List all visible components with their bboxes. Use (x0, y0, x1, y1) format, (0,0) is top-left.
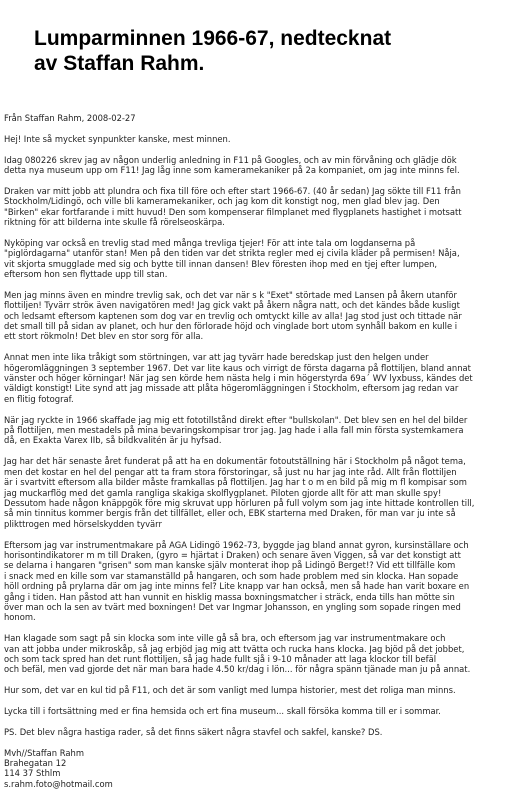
paragraph-2-line: Stockholm/Lidingö, och ville bli kameramekaniker, och jag kom dit konstigt nog, men glad blev jag. Den (4, 196, 440, 207)
paragraph-6-line: När jag ryckte in 1966 skaffade jag mig ett fototillstånd direkt efter "bullskolan". Det blev sen en hel del bilder (4, 414, 468, 425)
paragraph-3-line: eftersom hon sen flyttade upp till stan. (4, 269, 168, 280)
paragraph-9-line: och befäl, men vad gjorde det när man bara hade 4.50 kr/dag i lön... för några spänn tjänade man ju på annat. (4, 664, 471, 675)
paragraph-8-line: höll ordning på prylarna där om jag inte minns fel? Lite knapp var han också, men så hade han varit boxare en (4, 581, 470, 592)
paragraph-9-line: van att jobba under mikroskåp, så jag erbjöd jag mig att tvätta och rucka hans klocka. Jag bjöd på det jobbet, (4, 643, 465, 654)
paragraph-8-line: i snack med en kille som var stamanställd på hangaren, och som hade problem med sin klocka. Han sopade (4, 570, 459, 581)
signature-line: Mvh//Staffan Rahm (4, 747, 84, 758)
paragraph-4-line: flottiljen! Tyvärr ströк även navigatören med! Jag gick vakt på åkern några natt, och det kändes både kusligt (4, 300, 460, 311)
paragraph-7-line: Jag har det här senaste året funderat på att ha en dokumentär fotoutställning här i Stockholm på något tema, (4, 456, 466, 467)
paragraph-4-line: Men jag minns även en mindre trevlig sak, och det var när s k "Exet" störtade med Lansen på åkern utanför (4, 289, 457, 300)
paragraph-4-line: det small till på sidan av planet, och hur den förlorade höjd och vinglade bort utom synhåll bakom en kulle i (4, 321, 458, 332)
paragraph-8-line: Eftersom jag var instrumentmakare på AGA Lidingö 1962-73, byggde jag bland annat gyron, kursinställare och (4, 539, 469, 550)
paragraph-5-line: en flitig fotograf. (4, 393, 74, 404)
paragraph-7-line: plikttrogen med hörselskydden tyvärr (4, 518, 162, 529)
letter-header: Från Staffan Rahm, 2008-02-27 (4, 113, 136, 123)
paragraph-4-line: och ledsamt eftersom kaptenen som dog var en trevlig och omtyckt kille av alla! Jag stod just och tittade när (4, 310, 462, 321)
paragraph-7-line: men det kostar en hel del pengar att ta fram stora förstoringar, så just nu har jag inte råd. Allt från flottiljen (4, 466, 457, 477)
paragraph-8-line: gång i tiden. Han påstod att han vunnit en hisklig massa boxningsmatcher i sträck, enda tills han mötte sin (4, 591, 455, 602)
paragraph-2-line: riktning för att bilderna inte skulle få rörelseoskärpa. (4, 217, 225, 228)
letter-body (4, 155, 512, 748)
paragraph-3-line: "piglördagarna" utanför stan! Men på den tiden var det strikta regler med ej civila kläder på permisen! Nåja, (4, 248, 460, 259)
signature-line: s.rahm.foto@hotmail.com (4, 778, 113, 789)
paragraph-6-line: på flottiljen, men mestadels på mina bevaringskompisar tror jag. Jag hade i alla fall min första systemkamera (4, 425, 464, 436)
paragraph-1-line: Idag 080226 skrev jag av någon underlig anledning in F11 på Googles, och av min förvåning och glädje dök (4, 154, 457, 165)
scanned-letter (4, 113, 512, 789)
page-title (34, 26, 504, 76)
paragraph-5-line: högeromläggningen 3 september 1967. Det var lite kaus och virrigt de första dagarna på flottiljen, bland annat (4, 362, 471, 373)
paragraph-10-line: Hur som, det var en kul tid på F11, och det är som vanligt med lumpa historier, mest det roliga man minns. (4, 685, 456, 696)
paragraph-7-line: Dessutom hade någon knäppgök före mig skruvat upp hörluren på full volym som jag inte hittade kontrollen till, (4, 497, 475, 508)
page-title-line-2: av Staffan Rahm. (34, 52, 205, 75)
paragraph-3-line: Nyköping var också en trevlig stad med många trevliga tjejer! För att inte tala om logdanserna på (4, 237, 416, 248)
paragraph-3-line: vit skjorta smugglade med sig och bytte till innan dansen! Blev föresten ihop med en tjej efter lumpen, (4, 258, 438, 269)
paragraph-2-line: "Birken" ekar fortfarande i mitt huvud! Den som kompenserar filmplanet med flygplanets hastighet i motsatt (4, 206, 462, 217)
paragraph-7-line: jag muckarflög med det gamla rangliga skakiga skolflygplanet. Piloten gjorde allt för att man skulle spy! (4, 487, 442, 498)
paragraph-8-line: över man och la sen av tvärt med boxningen! Det var Ingmar Johansson, en yngling som sopade ringen med (4, 601, 461, 612)
paragraph-8-line: horisontindikatorer m m till Draken, (gyro = hjärtat i Draken) och senare även Viggen, så var det konstigt att (4, 549, 461, 560)
paragraph-6-line: då, en Exakta Varex IIb, så bildkvalitén är ju hyfsad. (4, 435, 222, 446)
letter-greeting: Hej! Inte så mycket synpunkter kanske, mest minnen. (4, 133, 231, 144)
paragraph-1-line: detta nya museum upp om F11! Jag låg inne som kameramekaniker på 2a kompaniet, om jag inte minns fel. (4, 165, 460, 175)
paragraph-7-line: är i svartvitt eftersom alla bilder måste framkallas på flottiljen. Jag har t o m en bild på mig m fl kompisar som (4, 477, 467, 488)
paragraph-5-line: vänster och höger körningar! När jag sen körde hem nästa helg i min högerstyrda 69a´ WV lyxbuss, kändes det (4, 373, 473, 384)
paragraph-11-line: Lycka till i fortsättning med er fina hemsida och ert fina museum... skall försöka komma till er i sommar. (4, 705, 441, 716)
paragraph-2-line: Draken var mitt jobb att plundra och fixa till före och efter start 1966-67. (40 år sedan) Jag sökte till F11 från (4, 185, 461, 196)
paragraph-8-line: honom. (4, 612, 36, 623)
paragraph-9-line: och som tack spred han det runt flottiljen, så jag hade fullt sjå i 9-10 månader att laga klockor till befäl (4, 653, 437, 664)
paragraph-9-line: Han klagade som sagt på sin klocka som inte ville gå så bra, och eftersom jag var instrumentmakare och (4, 633, 446, 644)
paragraph-12-line: PS. Det blev några hastiga rader, så det finns säkert några stavfel och sakfel, kanske? DS. (4, 726, 383, 737)
signature-line: Brahegatan 12 (4, 757, 67, 768)
page-title-line-1: Lumparminnen 1966-67, nedtecknat (34, 27, 392, 50)
signature-line: 114 37 Sthlm (4, 768, 61, 779)
paragraph-8-line: se delarna i hangaren "grisen" som man kanske själv monterat ihop på Lidingö Berget!? Vid ett tillfälle kom (4, 560, 456, 571)
paragraph-5-line: Annat men inte lika tråkigt som störtningen, var att jag tyvärr hade beredskap just den helgen under (4, 352, 429, 363)
letter-signature (4, 748, 512, 789)
paragraph-7-line: så min tinnitus kommer bergis från det tillfället, eller och, EBK starterna med Draken, för man var ju inte så (4, 508, 456, 519)
paragraph-4-line: ett stort rökmoln! Det blev en stor sorg för alla. (4, 331, 204, 342)
paragraph-5-line: väldigt konstigt! Lite synd att jag missade att plåta högeromläggningen i Stockholm, eftersom jag redan var (4, 383, 459, 394)
